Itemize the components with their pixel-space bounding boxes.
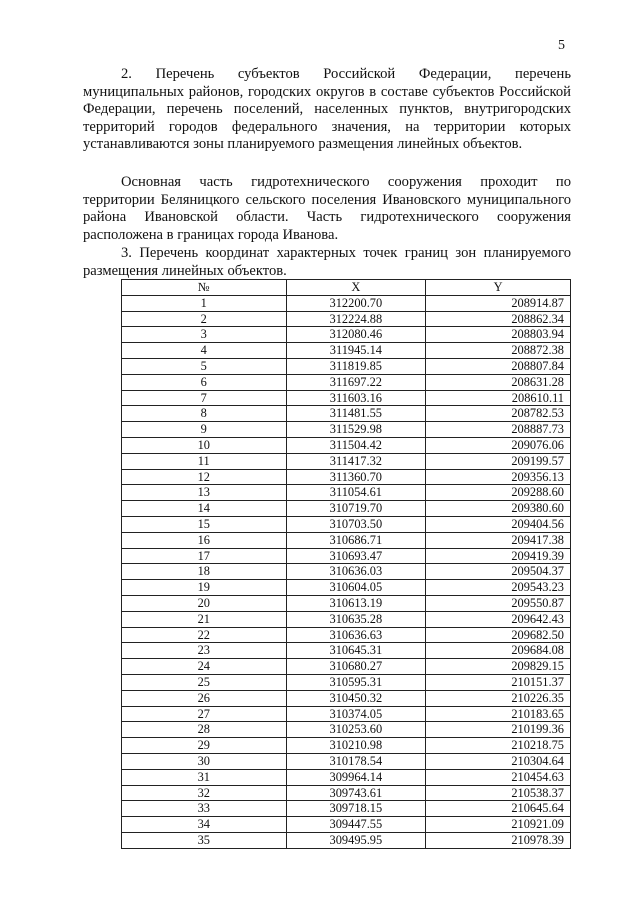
cell-y: 209682.50 [426, 627, 571, 643]
cell-number: 29 [122, 738, 287, 754]
table-row [122, 659, 571, 675]
cell-number: 26 [122, 690, 287, 706]
cell-number: 21 [122, 611, 287, 627]
table-row [122, 832, 571, 848]
cell-number: 10 [122, 437, 287, 453]
cell-x: 309447.55 [286, 817, 426, 833]
cell-number: 2 [122, 311, 287, 327]
cell-y: 208807.84 [426, 358, 571, 374]
cell-y: 210978.39 [426, 832, 571, 848]
cell-x: 311945.14 [286, 343, 426, 359]
table-row [122, 690, 571, 706]
table-header-row [122, 280, 571, 296]
cell-x: 310636.03 [286, 564, 426, 580]
cell-number: 1 [122, 295, 287, 311]
cell-x: 311504.42 [286, 437, 426, 453]
cell-y: 210151.37 [426, 674, 571, 690]
cell-y: 209550.87 [426, 595, 571, 611]
cell-x: 312200.70 [286, 295, 426, 311]
cell-y: 210538.37 [426, 785, 571, 801]
cell-number: 33 [122, 801, 287, 817]
table-row [122, 453, 571, 469]
cell-number: 24 [122, 659, 287, 675]
cell-y: 209829.15 [426, 659, 571, 675]
cell-number: 19 [122, 580, 287, 596]
cell-x: 311417.32 [286, 453, 426, 469]
cell-x: 311697.22 [286, 374, 426, 390]
table-row [122, 706, 571, 722]
cell-x: 312080.46 [286, 327, 426, 343]
table-row [122, 722, 571, 738]
cell-number: 22 [122, 627, 287, 643]
cell-y: 209417.38 [426, 532, 571, 548]
cell-x: 310693.47 [286, 548, 426, 564]
paragraph-coordinates-heading: 3. Перечень координат характерных точек границ зон планируемого размещения линейных объектов. [83, 245, 571, 279]
cell-number: 8 [122, 406, 287, 422]
cell-number: 27 [122, 706, 287, 722]
cell-x: 310635.28 [286, 611, 426, 627]
cell-y: 209504.37 [426, 564, 571, 580]
cell-number: 12 [122, 469, 287, 485]
table-row [122, 801, 571, 817]
cell-x: 309495.95 [286, 832, 426, 848]
cell-number: 34 [122, 817, 287, 833]
cell-number: 6 [122, 374, 287, 390]
cell-number: 23 [122, 643, 287, 659]
table-row [122, 532, 571, 548]
cell-y: 210226.35 [426, 690, 571, 706]
cell-x: 309718.15 [286, 801, 426, 817]
table-row [122, 564, 571, 580]
paragraph-subjects-list: 2. Перечень субъектов Российской Федерации, перечень муниципальных районов, городских округов в составе субъектов Российской Федерации, перечень поселений, населенных пунктов, внутригородских территорий городов федерального значения, на территории которых устанавливаются зоны планируемого размещения линейных объектов. [83, 66, 571, 153]
cell-x: 311819.85 [286, 358, 426, 374]
cell-x: 312224.88 [286, 311, 426, 327]
cell-number: 5 [122, 358, 287, 374]
cell-x: 310636.63 [286, 627, 426, 643]
cell-x: 311529.98 [286, 422, 426, 438]
header-x: X [286, 280, 426, 296]
page-number: 5 [558, 38, 565, 53]
cell-y: 208803.94 [426, 327, 571, 343]
cell-number: 25 [122, 674, 287, 690]
cell-number: 20 [122, 595, 287, 611]
cell-number: 13 [122, 485, 287, 501]
cell-x: 310613.19 [286, 595, 426, 611]
coordinates-table-wrapper [121, 279, 571, 849]
cell-y: 210921.09 [426, 817, 571, 833]
cell-number: 35 [122, 832, 287, 848]
cell-number: 18 [122, 564, 287, 580]
table-row [122, 374, 571, 390]
cell-x: 311481.55 [286, 406, 426, 422]
cell-y: 209288.60 [426, 485, 571, 501]
cell-x: 310210.98 [286, 738, 426, 754]
cell-y: 210183.65 [426, 706, 571, 722]
cell-x: 309743.61 [286, 785, 426, 801]
table-row [122, 469, 571, 485]
table-row [122, 516, 571, 532]
cell-y: 208631.28 [426, 374, 571, 390]
table-row [122, 422, 571, 438]
cell-y: 209404.56 [426, 516, 571, 532]
cell-y: 209199.57 [426, 453, 571, 469]
cell-x: 310703.50 [286, 516, 426, 532]
cell-y: 208914.87 [426, 295, 571, 311]
table-row [122, 501, 571, 517]
cell-number: 4 [122, 343, 287, 359]
cell-y: 208610.11 [426, 390, 571, 406]
table-row [122, 785, 571, 801]
cell-number: 11 [122, 453, 287, 469]
cell-number: 3 [122, 327, 287, 343]
cell-x: 310645.31 [286, 643, 426, 659]
table-row [122, 769, 571, 785]
table-row [122, 327, 571, 343]
table-row [122, 390, 571, 406]
cell-x: 311054.61 [286, 485, 426, 501]
cell-y: 210304.64 [426, 753, 571, 769]
cell-y: 208887.73 [426, 422, 571, 438]
cell-x: 311360.70 [286, 469, 426, 485]
table-row [122, 753, 571, 769]
cell-x: 310450.32 [286, 690, 426, 706]
table-row [122, 406, 571, 422]
header-number: № [122, 280, 287, 296]
cell-y: 209076.06 [426, 437, 571, 453]
table-row [122, 548, 571, 564]
cell-y: 209380.60 [426, 501, 571, 517]
table-row [122, 343, 571, 359]
table-row [122, 643, 571, 659]
cell-number: 17 [122, 548, 287, 564]
table-row [122, 358, 571, 374]
paragraph-territory: Основная часть гидротехнического сооружения проходит по территории Беляницкого сельского поселения Ивановского муниципального района Ивановской области. Часть гидротехнического сооружения расположена в границах города Иванова. [83, 174, 571, 243]
table-row [122, 311, 571, 327]
table-row [122, 595, 571, 611]
cell-y: 209356.13 [426, 469, 571, 485]
cell-y: 209642.43 [426, 611, 571, 627]
cell-x: 310719.70 [286, 501, 426, 517]
table-row [122, 627, 571, 643]
cell-number: 15 [122, 516, 287, 532]
table-row [122, 580, 571, 596]
table-row [122, 295, 571, 311]
cell-y: 209543.23 [426, 580, 571, 596]
cell-x: 310374.05 [286, 706, 426, 722]
cell-number: 30 [122, 753, 287, 769]
header-y: Y [426, 280, 571, 296]
cell-number: 31 [122, 769, 287, 785]
cell-x: 311603.16 [286, 390, 426, 406]
cell-y: 208872.38 [426, 343, 571, 359]
cell-x: 309964.14 [286, 769, 426, 785]
cell-number: 14 [122, 501, 287, 517]
table-row [122, 437, 571, 453]
cell-number: 9 [122, 422, 287, 438]
cell-number: 16 [122, 532, 287, 548]
cell-y: 210199.36 [426, 722, 571, 738]
table-row [122, 611, 571, 627]
table-row [122, 817, 571, 833]
cell-x: 310253.60 [286, 722, 426, 738]
cell-x: 310680.27 [286, 659, 426, 675]
cell-x: 310604.05 [286, 580, 426, 596]
cell-y: 210645.64 [426, 801, 571, 817]
cell-y: 209684.08 [426, 643, 571, 659]
cell-number: 32 [122, 785, 287, 801]
table-row [122, 674, 571, 690]
cell-x: 310595.31 [286, 674, 426, 690]
cell-y: 210218.75 [426, 738, 571, 754]
cell-y: 208782.53 [426, 406, 571, 422]
table-body [122, 295, 571, 848]
cell-y: 210454.63 [426, 769, 571, 785]
cell-x: 310686.71 [286, 532, 426, 548]
coordinates-table [121, 279, 571, 849]
table-row [122, 738, 571, 754]
cell-number: 28 [122, 722, 287, 738]
cell-y: 208862.34 [426, 311, 571, 327]
cell-x: 310178.54 [286, 753, 426, 769]
table-row [122, 485, 571, 501]
cell-number: 7 [122, 390, 287, 406]
cell-y: 209419.39 [426, 548, 571, 564]
